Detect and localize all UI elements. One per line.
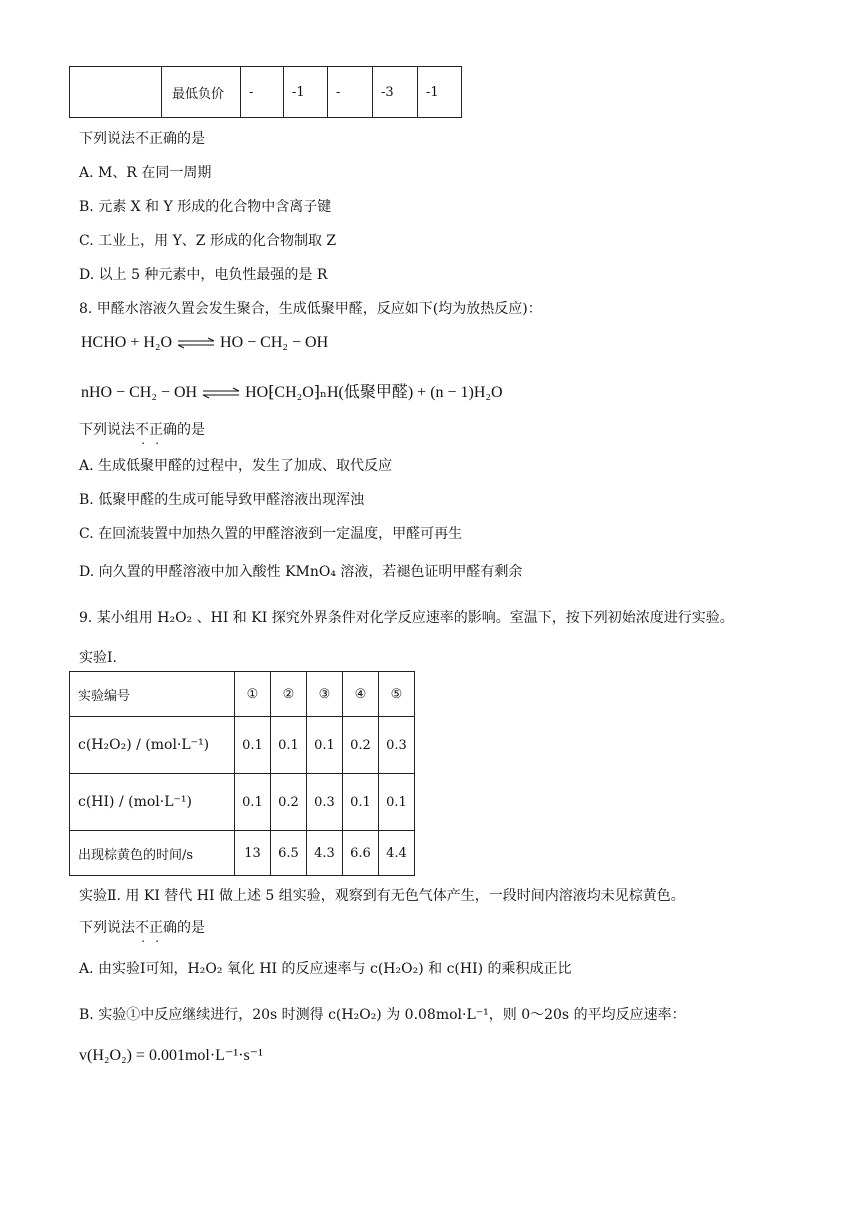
table-cell: 0.1 [235, 717, 271, 774]
table-cell: 0.1 [235, 774, 271, 831]
q9-option-a: A. 由实验Ⅰ可知，H₂O₂ 氧化 HI 的反应速率与 c(H₂O₂) 和 c(HI) 的乘积成正比 [79, 961, 572, 977]
emphasis-char: 正 [149, 422, 163, 438]
experiment-1-label: 实验Ⅰ. [79, 650, 117, 666]
element-table-fragment [69, 66, 462, 118]
prompt-text: 下列说法 [79, 920, 135, 936]
table-cell: - [241, 67, 284, 118]
equation-2 [81, 379, 503, 402]
q7-option-c: C. 工业上，用 Y、Z 形成的化合物制取 Z [79, 233, 337, 249]
row-label: c(H₂O₂) / (mol·L⁻¹) [70, 717, 235, 774]
table-cell: 0.1 [343, 774, 379, 831]
table-cell: 0.2 [271, 774, 307, 831]
row-label: 出现棕黄色的时间/s [70, 831, 235, 876]
q8-stem: 8. 甲醛水溶液久置会发生聚合，生成低聚甲醛，反应如下(均为放热反应)： [79, 301, 542, 317]
table-row [70, 774, 415, 831]
table-cell: 0.2 [343, 717, 379, 774]
column-header: ① [235, 672, 271, 717]
column-header: ③ [307, 672, 343, 717]
table-cell: 4.3 [307, 831, 343, 876]
table-cell: 0.3 [307, 774, 343, 831]
table-cell: 13 [235, 831, 271, 876]
column-header: ② [271, 672, 307, 717]
emphasis-char: 正 [149, 920, 163, 936]
table-cell: 0.1 [271, 717, 307, 774]
table-cell: 6.5 [271, 831, 307, 876]
eq1-right: HO − CH₂ − OH [220, 334, 329, 351]
rate-formula: v(H₂O₂) = 0.001mol·L⁻¹·s⁻¹ [79, 1047, 263, 1064]
prompt-text: 确的是 [163, 422, 205, 438]
table-cell: -3 [373, 67, 418, 118]
prompt-text: 下列说法 [79, 422, 135, 438]
eq2-left: nHO − CH₂ − OH [81, 384, 198, 401]
table-cell: -1 [284, 67, 328, 118]
q8-prompt [79, 419, 205, 439]
table-cell: 0.1 [307, 717, 343, 774]
q8-option-a: A. 生成低聚甲醛的过程中，发生了加成、取代反应 [79, 458, 393, 474]
table-row [70, 717, 415, 774]
equilibrium-arrow-icon [176, 337, 216, 349]
table-row [70, 831, 415, 876]
q7-option-b: B. 元素 X 和 Y 形成的化合物中含离子键 [79, 199, 332, 215]
eq2-right: HO⁅CH₂O⁆ₙH(低聚甲醛) + (n − 1)H₂O [245, 384, 503, 401]
q9-stem: 9. 某小组用 H₂O₂ 、HI 和 KI 探究外界条件对化学反应速率的影响。室温下，按下列初始浓度进行实验。 [79, 610, 734, 626]
equilibrium-arrow-icon [201, 387, 241, 399]
eq1-left: HCHO + H₂O [81, 334, 173, 351]
table-cell: -1 [418, 67, 462, 118]
q8-option-c: C. 在回流装置中加热久置的甲醛溶液到一定温度，甲醛可再生 [79, 526, 463, 542]
q7-option-d: D. 以上 5 种元素中，电负性最强的是 R [79, 267, 328, 283]
column-header: ④ [343, 672, 379, 717]
column-header: ⑤ [379, 672, 415, 717]
emphasis-char: 不 [135, 422, 149, 438]
experiment-2-text: 实验Ⅱ. 用 KI 替代 HI 做上述 5 组实验，观察到有无色气体产生，一段时间内溶液均未见棕黄色。 [79, 888, 685, 904]
table-cell: 0.3 [379, 717, 415, 774]
table-cell: 0.1 [379, 774, 415, 831]
q7-prompt: 下列说法不正确的是 [79, 131, 205, 147]
table-cell: 4.4 [379, 831, 415, 876]
prompt-text: 确的是 [163, 920, 205, 936]
q9-prompt [79, 917, 205, 937]
q9-option-b: B. 实验①中反应继续进行，20s 时测得 c(H₂O₂) 为 0.08mol·L⁻¹，则 0～20s 的平均反应速率： [79, 1007, 686, 1023]
q8-option-b: B. 低聚甲醛的生成可能导致甲醛溶液出现浑浊 [79, 492, 365, 508]
table-cell: - [328, 67, 373, 118]
header-label: 实验编号 [70, 672, 235, 717]
empty-cell [70, 67, 162, 118]
emphasis-char: 不 [135, 920, 149, 936]
equation-1 [81, 334, 328, 352]
q8-option-d: D. 向久置的甲醛溶液中加入酸性 KMnO₄ 溶液，若褪色证明甲醛有剩余 [79, 564, 523, 580]
experiment-table [69, 671, 415, 876]
row-label: 最低负价 [162, 67, 241, 118]
row-label: c(HI) / (mol·L⁻¹) [70, 774, 235, 831]
table-cell: 6.6 [343, 831, 379, 876]
q7-option-a: A. M、R 在同一周期 [79, 165, 212, 181]
